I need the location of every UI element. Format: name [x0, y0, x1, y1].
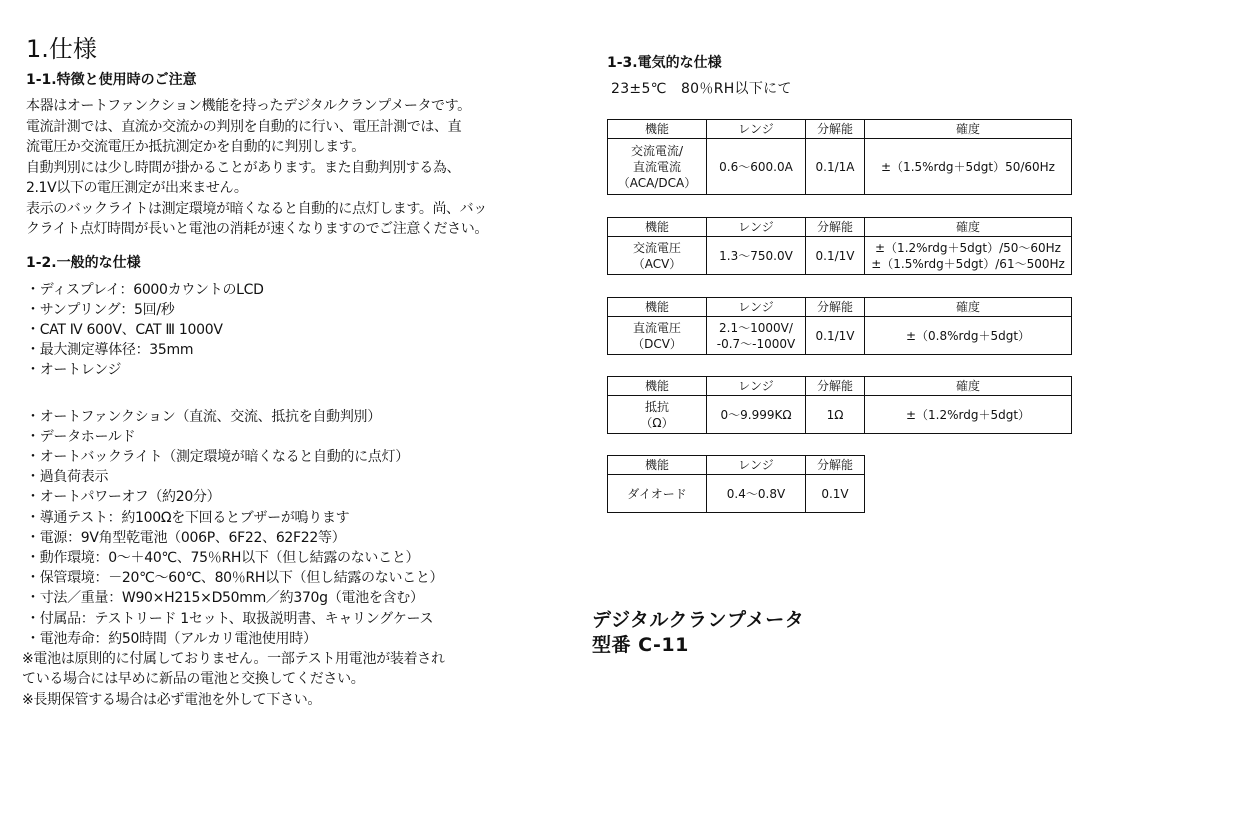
- list-item: ・保管環境：－20℃～60℃、80％RH以下（但し結露のないこと）: [26, 570, 444, 587]
- list-item: ・最大測定導体径：35mm: [26, 342, 194, 359]
- list-item: ・電池寿命：約50時間（アルカリ電池使用時）: [26, 630, 317, 647]
- cell-resolution: 0.1/1A: [806, 139, 865, 195]
- note-line: ている場合には早めに新品の電池と交換してください。: [22, 671, 365, 688]
- general-spec-list-b: [26, 407, 526, 649]
- header-function: 機能: [608, 456, 707, 475]
- table-header-row: [608, 218, 1072, 237]
- header-resolution: 分解能: [806, 298, 865, 317]
- cell-function: [608, 396, 707, 434]
- cell-resolution: 1Ω: [806, 396, 865, 434]
- section-heading-features: 1-1.特徴と使用時のご注意: [26, 72, 197, 88]
- section-heading-electrical: 1-3.電気的な仕様: [607, 55, 722, 71]
- header-range: レンジ: [707, 377, 806, 396]
- electrical-specs: [607, 52, 1087, 501]
- spec-table-current: [607, 119, 1072, 195]
- header-range: レンジ: [707, 456, 806, 475]
- header-accuracy: 確度: [865, 218, 1072, 237]
- list-item: ・過負荷表示: [26, 469, 109, 486]
- table-row: [608, 475, 865, 513]
- list-item: ・オートパワーオフ（約20分）: [26, 489, 221, 506]
- table-header-row: [608, 377, 1072, 396]
- paragraph-line: 自動判別には少し時間が掛かることがあります。また自動判別する為、: [26, 159, 461, 176]
- cell-line: ±（1.2%rdg＋5dgt）: [905, 407, 1031, 422]
- cell-range: [707, 139, 806, 195]
- cell-line: 交流電流/: [630, 143, 684, 158]
- product-model: 型番 C-11: [592, 634, 689, 656]
- measurement-condition: 23±5℃ 80％RH以下にて: [611, 81, 792, 97]
- cell-line: ±（1.2%rdg＋5dgt）/50～60Hz: [875, 240, 1061, 255]
- header-accuracy: 確度: [865, 120, 1072, 139]
- cell-line: （ACV）: [632, 256, 682, 271]
- list-item: ・サンプリング：5回/秒: [26, 301, 175, 318]
- table-header-row: [608, 120, 1072, 139]
- cell-line: 交流電圧: [632, 240, 681, 255]
- spec-table-diode: [607, 455, 865, 513]
- note-line: ※電池は原則的に付属しておりません。一部テスト用電池が装着され: [22, 650, 445, 667]
- header-accuracy: 確度: [865, 298, 1072, 317]
- header-range: レンジ: [707, 218, 806, 237]
- list-item: ・オートバックライト（測定環境が暗くなると自動的に点灯）: [26, 448, 409, 465]
- cell-resolution: 0.1/1V: [806, 237, 865, 275]
- list-item: ・データホールド: [26, 428, 136, 445]
- cell-line: 0.6～600.0A: [719, 159, 793, 174]
- list-item: ・オートファンクション（直流、交流、抵抗を自動判別）: [26, 408, 381, 425]
- cell-line: 直流電圧: [632, 320, 681, 335]
- header-function: 機能: [608, 120, 707, 139]
- cell-range: [707, 317, 806, 355]
- list-item: ・動作環境：0～＋40℃、75％RH以下（但し結露のないこと）: [26, 549, 420, 566]
- page-title: 1.仕様: [26, 35, 97, 63]
- paragraph-line: 2.1V以下の電圧測定が出来ません。: [26, 180, 248, 196]
- cell-range: [707, 237, 806, 275]
- table-header-row: [608, 298, 1072, 317]
- table-row: [608, 317, 1072, 355]
- table-header-row: [608, 456, 865, 475]
- header-function: 機能: [608, 377, 707, 396]
- header-range: レンジ: [707, 120, 806, 139]
- header-range: レンジ: [707, 298, 806, 317]
- paragraph-line: 電流計測では、直流か交流かの判別を自動的に行い、電圧計測では、直: [26, 118, 462, 135]
- header-accuracy: 確度: [865, 377, 1072, 396]
- cell-function: [608, 475, 707, 513]
- cell-accuracy: [865, 139, 1072, 195]
- header-function: 機能: [608, 298, 707, 317]
- cell-accuracy: [865, 317, 1072, 355]
- product-title-block: [592, 608, 804, 658]
- list-item: ・付属品：テストリード 1セット、取扱説明書、キャリングケース: [26, 610, 434, 627]
- cell-line: （ACA/DCA）: [617, 175, 697, 190]
- cell-resolution: 0.1V: [806, 475, 865, 513]
- cell-range: [707, 396, 806, 434]
- features-paragraph: [26, 96, 526, 240]
- specs-left-column: [22, 34, 526, 710]
- cell-line: 2.1～1000V/: [719, 320, 793, 335]
- header-resolution: 分解能: [806, 120, 865, 139]
- cell-line: ±（0.8%rdg＋5dgt）: [905, 328, 1031, 343]
- paragraph-line: クライト点灯時間が長いと電池の消耗が速くなりますのでご注意ください。: [26, 221, 488, 237]
- cell-function: [608, 237, 707, 275]
- cell-line: ±（1.5%rdg＋5dgt）/61～500Hz: [871, 256, 1065, 271]
- cell-line: （Ω）: [640, 415, 674, 430]
- cell-line: -0.7～-1000V: [716, 336, 796, 351]
- cell-line: ダイオード: [627, 486, 687, 501]
- cell-resolution: 0.1/1V: [806, 317, 865, 355]
- cell-line: 0～9.999KΩ: [720, 407, 792, 422]
- list-item: ・CAT Ⅳ 600V、CAT Ⅲ 1000V: [26, 321, 223, 338]
- general-spec-list-a: [26, 280, 526, 381]
- list-item: ・導通テスト：約100Ωを下回るとブザーが鳴ります: [26, 509, 350, 526]
- cell-line: 抵抗: [644, 399, 669, 414]
- list-item: ・オートレンジ: [26, 362, 122, 379]
- note-line: ※長期保管する場合は必ず電池を外して下さい。: [22, 691, 322, 708]
- cell-line: ±（1.5%rdg＋5dgt）50/60Hz: [881, 159, 1055, 174]
- battery-notes: [22, 649, 526, 711]
- section-heading-general: 1-2.一般的な仕様: [26, 254, 141, 271]
- table-row: [608, 396, 1072, 434]
- cell-range: [707, 475, 806, 513]
- cell-accuracy: [865, 237, 1072, 275]
- header-resolution: 分解能: [806, 377, 865, 396]
- header-resolution: 分解能: [806, 218, 865, 237]
- cell-accuracy: [865, 396, 1072, 434]
- header-function: 機能: [608, 218, 707, 237]
- cell-function: [608, 317, 707, 355]
- spec-table-acv: [607, 217, 1072, 275]
- paragraph-line: 表示のバックライトは測定環境が暗くなると自動的に点灯します。尚、バッ: [26, 200, 487, 217]
- table-row: [608, 139, 1072, 195]
- cell-line: 1.3～750.0V: [719, 248, 793, 263]
- table-row: [608, 237, 1072, 275]
- cell-function: [608, 139, 707, 195]
- paragraph-line: 流電圧か交流電圧か抵抗測定かを自動的に判別します。: [26, 139, 365, 155]
- product-name: デジタルクランプメータ: [592, 609, 805, 631]
- header-resolution: 分解能: [806, 456, 865, 475]
- list-item: ・電源：9V角型乾電池（006P、6F22、62F22等）: [26, 529, 346, 546]
- cell-line: 0.4～0.8V: [726, 486, 786, 501]
- spec-table-dcv: [607, 297, 1072, 355]
- list-item: ・ディスプレイ：6000カウントのLCD: [26, 281, 264, 298]
- cell-line: （DCV）: [632, 336, 682, 351]
- list-item: ・寸法／重量：W90×H215×D50mm／約370g（電池を含む）: [26, 590, 424, 607]
- cell-line: 直流電流: [632, 159, 681, 174]
- spec-table-resistance: [607, 376, 1072, 434]
- paragraph-line: 本器はオートファンクション機能を持ったデジタルクランプメータです。: [26, 98, 471, 114]
